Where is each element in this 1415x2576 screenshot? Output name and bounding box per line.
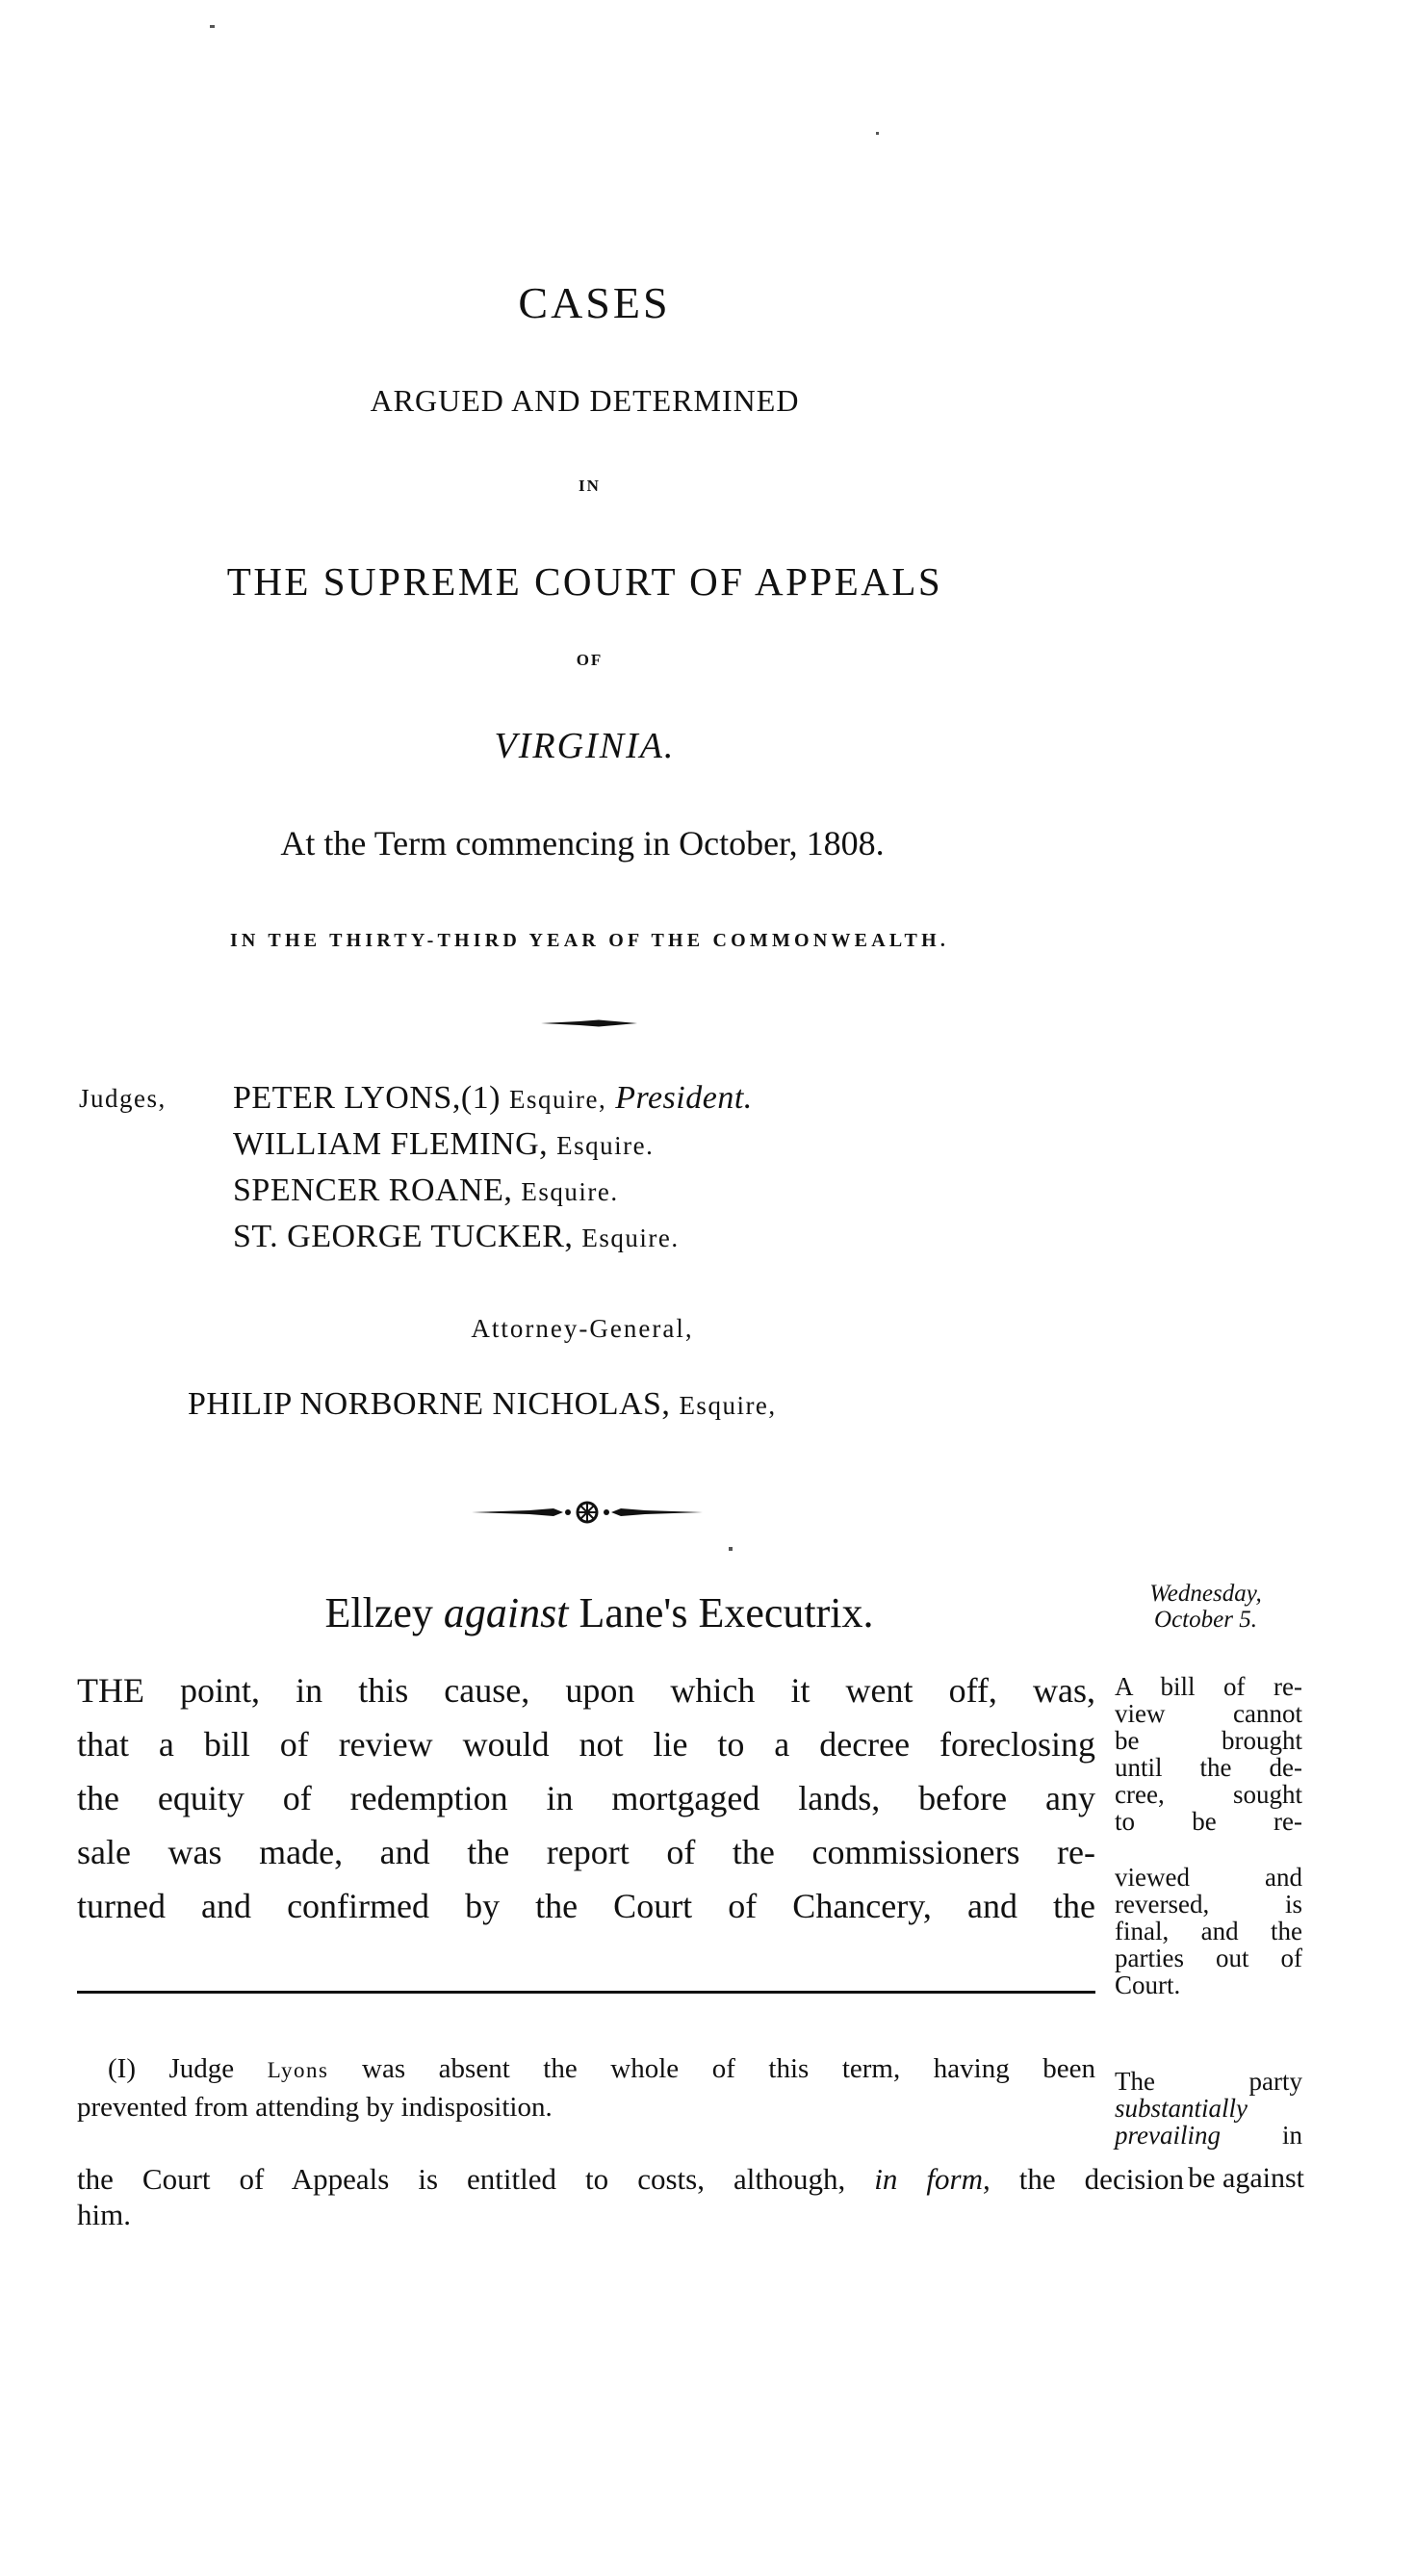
in-word: IN: [579, 477, 601, 495]
continuation-line: him.: [77, 2198, 131, 2231]
body-line: the equity of redemption in mortgaged lands, before any: [77, 1779, 1095, 1817]
continuation-text: the decision: [990, 2162, 1184, 2196]
of-word: OF: [576, 651, 604, 669]
date-month: October 5.: [1154, 1607, 1257, 1633]
scan-mark: [210, 25, 215, 28]
footnote-text: was absent the whole of this term, having been: [328, 2053, 1095, 2084]
case-title: [0, 1588, 1198, 1637]
judge-entry: [233, 1126, 654, 1163]
year-line: IN THE THIRTY-THIRD YEAR OF THE COMMONWEALTH.: [229, 930, 950, 951]
court-name: THE SUPREME COURT OF APPEALS: [226, 559, 943, 604]
judge-name: WILLIAM FLEMING,: [233, 1126, 549, 1162]
attorney-general-label: Attorney-General,: [471, 1314, 694, 1343]
scan-mark: [729, 1547, 733, 1551]
date-margin-note: [1121, 1581, 1290, 1633]
page-title: CASES: [518, 278, 671, 327]
judge-entry: [233, 1219, 680, 1255]
footnote-marker: (I) Judge: [108, 2053, 235, 2084]
ornament-divider: [472, 1500, 703, 1525]
judge-name: PETER LYONS,(1): [233, 1080, 501, 1116]
footnote-line: prevented from attending by indisposition.: [77, 2092, 553, 2123]
subtitle: ARGUED AND DETERMINED: [370, 383, 800, 418]
term-line: At the Term commencing in October, 1808.: [280, 824, 885, 863]
footnote-rule: [77, 1991, 1095, 1994]
margin-line: substantially: [1115, 2094, 1248, 2123]
margin-italic: prevailing: [1115, 2121, 1221, 2150]
body-line: THE point, in this cause, upon which it went off, was,: [77, 1671, 1095, 1710]
margin-line: viewed and: [1115, 1863, 1302, 1892]
judge-title: Esquire.: [521, 1177, 619, 1206]
margin-line: A bill of re-: [1115, 1672, 1302, 1701]
divider-rule: [541, 1019, 637, 1027]
margin-line: final, and the: [1115, 1917, 1302, 1945]
state-name: VIRGINIA.: [494, 726, 676, 766]
against-word: against: [443, 1589, 569, 1636]
judge-name: SPENCER ROANE,: [233, 1172, 513, 1208]
margin-text: in: [1220, 2121, 1302, 2150]
margin-line: be against: [1188, 2162, 1304, 2194]
attorney-general-entry: [188, 1386, 777, 1423]
margin-line: [1115, 2122, 1302, 2149]
plaintiff: Ellzey: [324, 1589, 433, 1636]
body-line: turned and confirmed by the Court of Chancery, and the: [77, 1887, 1095, 1925]
body-line: that a bill of review would not lie to a decree foreclosing: [77, 1725, 1095, 1764]
judge-title: Esquire.: [556, 1131, 655, 1160]
attorney-title: Esquire,: [679, 1391, 777, 1420]
date-day: Wednesday,: [1149, 1581, 1262, 1607]
judge-name: ST. GEORGE TUCKER,: [233, 1219, 574, 1254]
margin-line: view cannot: [1115, 1699, 1302, 1728]
margin-line: The party: [1115, 2067, 1302, 2096]
margin-line: reversed, is: [1115, 1890, 1302, 1919]
attorney-name: PHILIP NORBORNE NICHOLAS,: [188, 1386, 671, 1422]
continuation-text: the Court of Appeals is entitled to costs, although,: [77, 2162, 846, 2196]
judge-role: President.: [615, 1080, 753, 1116]
body-line: sale was made, and the report of the commissioners re-: [77, 1833, 1095, 1871]
margin-line: until the de-: [1115, 1753, 1302, 1782]
margin-line: to be re-: [1115, 1807, 1302, 1836]
footnote-line: [108, 2053, 1095, 2085]
judge-title: Esquire.: [581, 1224, 680, 1252]
continuation-line: [77, 2162, 1184, 2197]
judge-entry: [233, 1172, 619, 1209]
scan-mark: [876, 132, 879, 135]
margin-line: be brought: [1115, 1726, 1302, 1755]
judges-label: Judges,: [79, 1084, 167, 1113]
judge-entry: [233, 1080, 753, 1117]
judge-title: Esquire,: [508, 1085, 607, 1114]
continuation-italic: in form,: [874, 2162, 990, 2196]
margin-line: cree, sought: [1115, 1780, 1302, 1809]
footnote-name: Lyons: [267, 2058, 329, 2082]
margin-line: parties out of: [1115, 1944, 1302, 1972]
margin-line: Court.: [1115, 1971, 1181, 1999]
defendant: Lane's Executrix.: [579, 1589, 874, 1636]
